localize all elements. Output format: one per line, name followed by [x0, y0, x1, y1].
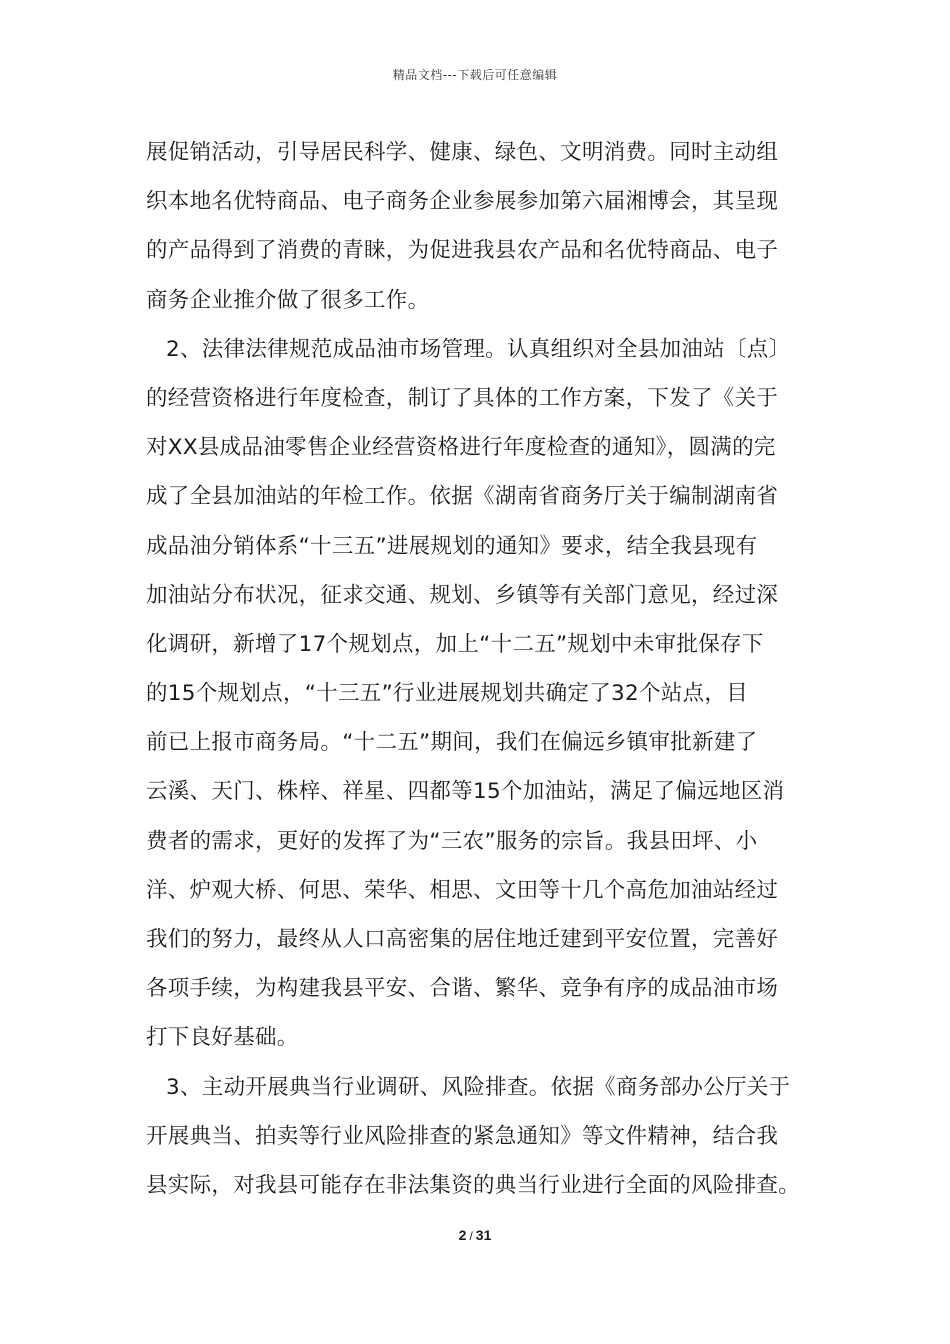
- page-current: 2: [458, 1227, 467, 1243]
- text-line: 云溪、天门、株梓、祥星、四都等15个加油站，满足了偏远地区消: [146, 779, 785, 805]
- text-line: 各项手续，为构建我县平安、合谐、繁华、竞争有序的成品油市场: [146, 976, 779, 1002]
- page-separator: /: [469, 1229, 473, 1243]
- text-line: 费者的需求，更好的发挥了为“三农”服务的宗旨。我县田坪、小: [146, 828, 758, 854]
- text-line: 开展典当、拍卖等行业风险排查的紧急通知》等文件精神，结合我: [146, 1123, 779, 1149]
- paragraph-start-line: 2、法律法律规范成品油市场管理。认真组织对全县加油站〔点〕: [166, 336, 791, 362]
- text-line: 前已上报市商务局。“十二五”期间，我们在偏远乡镇审批新建了: [146, 730, 758, 756]
- text-line: 洋、炉观大桥、何思、荣华、相思、文田等十几个高危加油站经过: [146, 877, 779, 903]
- text-line: 成品油分销体系“十三五”进展规划的通知》要求，结全我县现有: [146, 533, 758, 559]
- text-line: 商务企业推介做了很多工作。: [146, 287, 430, 313]
- text-line: 的15个规划点，“十三五”行业进展规划共确定了32个站点，目: [146, 681, 748, 707]
- page-number: [0, 1227, 950, 1243]
- page-total: 31: [475, 1227, 492, 1243]
- text-line: 展促销活动，引导居民科学、健康、绿色、文明消费。同时主动组: [146, 140, 779, 165]
- document-body: [146, 128, 810, 1210]
- text-line: 的经营资格进行年度检查，制订了具体的工作方案，下发了《关于: [146, 385, 779, 411]
- text-line: 织本地名优特商品、电子商务企业参展参加第六届湘博会，其呈现: [146, 189, 779, 215]
- text-line: 县实际，对我县可能存在非法集资的典当行业进行全面的风险排查。: [146, 1172, 801, 1198]
- page-header: 精品文档---下载后可任意编辑: [392, 68, 558, 82]
- text-line: 的产品得到了消费的青睐，为促进我县农产品和名优特商品、电子: [146, 238, 779, 264]
- paragraph-start-line: 3、主动开展典当行业调研、风险排查。依据《商务部办公厅关于: [166, 1074, 791, 1100]
- text-line: 化调研，新增了17个规划点，加上“十二五”规划中未审批保存下: [146, 631, 764, 657]
- text-line: 我们的努力，最终从人口高密集的居住地迁建到平安位置，完善好: [146, 927, 779, 952]
- text-line: 成了全县加油站的年检工作。依据《湖南省商务厅关于编制湖南省: [146, 484, 779, 510]
- text-line: 打下良好基础。: [146, 1025, 299, 1051]
- text-line: 对XX县成品油零售企业经营资格进行年度检查的通知》，圆满的完: [146, 435, 776, 461]
- text-line: 加油站分布状况，征求交通、规划、乡镇等有关部门意见，经过深: [146, 582, 779, 608]
